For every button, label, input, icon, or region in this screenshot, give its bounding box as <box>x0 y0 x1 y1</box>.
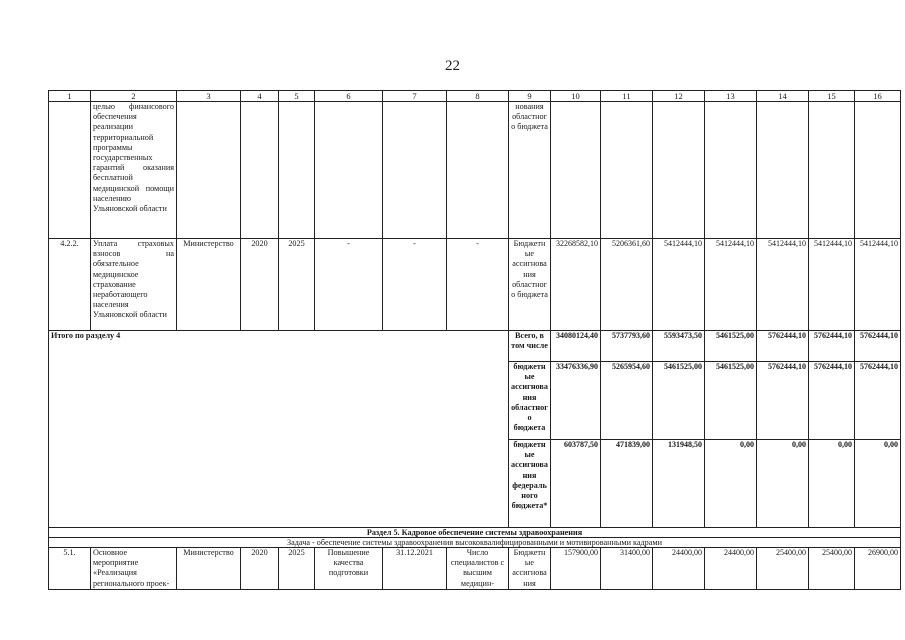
table-row <box>49 102 901 239</box>
value-cell: 0,00 <box>757 440 809 528</box>
executor: Министерство <box>177 239 241 331</box>
result-cell: Повышение качества подготовки <box>315 548 383 590</box>
header-cell: 15 <box>809 91 855 102</box>
table-row <box>49 331 901 362</box>
indicator-cell: - <box>447 239 509 331</box>
funding-source: Бюджетные ассигнования областного бюджета <box>509 239 551 331</box>
funding-source: нования областного бюджета <box>509 102 551 239</box>
value-cell: 5762444,10 <box>757 362 809 440</box>
header-cell: 4 <box>241 91 279 102</box>
header-cell: 11 <box>601 91 653 102</box>
table-row <box>49 239 901 331</box>
value-cell: 5412444,10 <box>705 239 757 331</box>
result-cell: - <box>315 239 383 331</box>
funding-source: Бюджетные ассигнования <box>509 548 551 590</box>
header-cell: 10 <box>551 91 601 102</box>
section-title-row <box>49 528 901 538</box>
header-cell: 9 <box>509 91 551 102</box>
value-cell: 5737793,60 <box>601 331 653 362</box>
header-cell: 13 <box>705 91 757 102</box>
header-cell: 16 <box>855 91 901 102</box>
value-cell: 5412444,10 <box>653 239 705 331</box>
measure-name: целью финансового обеспечения реализации территориальной программы государственных гарантий оказания бесплатной медицинской помощи населению Ульяновской области <box>91 102 177 239</box>
header-cell: 6 <box>315 91 383 102</box>
task-title: Задача - обеспечение системы здравоохранения высококвалифицированными и мотивированными кадрами <box>49 538 901 548</box>
header-cell: 3 <box>177 91 241 102</box>
header-cell: 2 <box>91 91 177 102</box>
measure-name: Основное мероприятие «Реализация регионального проек- <box>91 548 177 590</box>
header-cell: 14 <box>757 91 809 102</box>
value-cell: 25400,00 <box>757 548 809 590</box>
row-number: 4.2.2. <box>49 239 91 331</box>
value-cell: 24400,00 <box>705 548 757 590</box>
value-cell: 24400,00 <box>653 548 705 590</box>
executor: Министерство <box>177 548 241 590</box>
measure-name: Уплата страховых взносов на обязательное медицинское страхование неработающего населения Ульяновской области <box>91 239 177 331</box>
indicator-cell: Число специалистов с высшим медицин- <box>447 548 509 590</box>
start-year: 2020 <box>241 548 279 590</box>
value-cell: 34080124,40 <box>551 331 601 362</box>
value-cell: 0,00 <box>705 440 757 528</box>
value-cell: 5461525,00 <box>653 362 705 440</box>
value-cell: 5206361,60 <box>601 239 653 331</box>
value-cell: 5762444,10 <box>855 331 901 362</box>
section-total-label: Итого по разделу 4 <box>49 331 509 528</box>
header-cell: 12 <box>653 91 705 102</box>
table-row <box>49 548 901 590</box>
value-cell: 5461525,00 <box>705 331 757 362</box>
value-cell: 26900,00 <box>855 548 901 590</box>
task-row <box>49 538 901 548</box>
date-cell: 31.12.2021 <box>383 548 447 590</box>
value-cell: 157900,00 <box>551 548 601 590</box>
header-cell: 8 <box>447 91 509 102</box>
value-cell: 32268582,10 <box>551 239 601 331</box>
value-cell: 31400,00 <box>601 548 653 590</box>
value-cell: 5265954,60 <box>601 362 653 440</box>
header-cell: 1 <box>49 91 91 102</box>
funding-source: Всего, в том числе <box>509 331 551 362</box>
end-year: 2025 <box>279 548 315 590</box>
value-cell: 5412444,10 <box>855 239 901 331</box>
value-cell: 5762444,10 <box>809 362 855 440</box>
page-number: 22 <box>445 58 460 74</box>
value-cell: 25400,00 <box>809 548 855 590</box>
value-cell: 5412444,10 <box>809 239 855 331</box>
value-cell: 5762444,10 <box>855 362 901 440</box>
value-cell: 603787,50 <box>551 440 601 528</box>
program-table <box>48 90 901 590</box>
header-cell: 7 <box>383 91 447 102</box>
row-number: 5.1. <box>49 548 91 590</box>
value-cell: 0,00 <box>809 440 855 528</box>
value-cell: 5762444,10 <box>809 331 855 362</box>
funding-source: бюджетные ассигнования федерального бюджета* <box>509 440 551 528</box>
header-row <box>49 91 901 102</box>
value-cell: 5762444,10 <box>757 331 809 362</box>
header-cell: 5 <box>279 91 315 102</box>
section-title: Раздел 5. Кадровое обеспечение системы здравоохранения <box>49 528 901 538</box>
value-cell: 0,00 <box>855 440 901 528</box>
date-cell: - <box>383 239 447 331</box>
end-year: 2025 <box>279 239 315 331</box>
funding-source: бюджетные ассигнования областного бюджета <box>509 362 551 440</box>
value-cell: 5461525,00 <box>705 362 757 440</box>
value-cell: 471839,00 <box>601 440 653 528</box>
value-cell: 33476336,90 <box>551 362 601 440</box>
value-cell: 5412444,10 <box>757 239 809 331</box>
value-cell: 5593473,50 <box>653 331 705 362</box>
value-cell: 131948,50 <box>653 440 705 528</box>
start-year: 2020 <box>241 239 279 331</box>
